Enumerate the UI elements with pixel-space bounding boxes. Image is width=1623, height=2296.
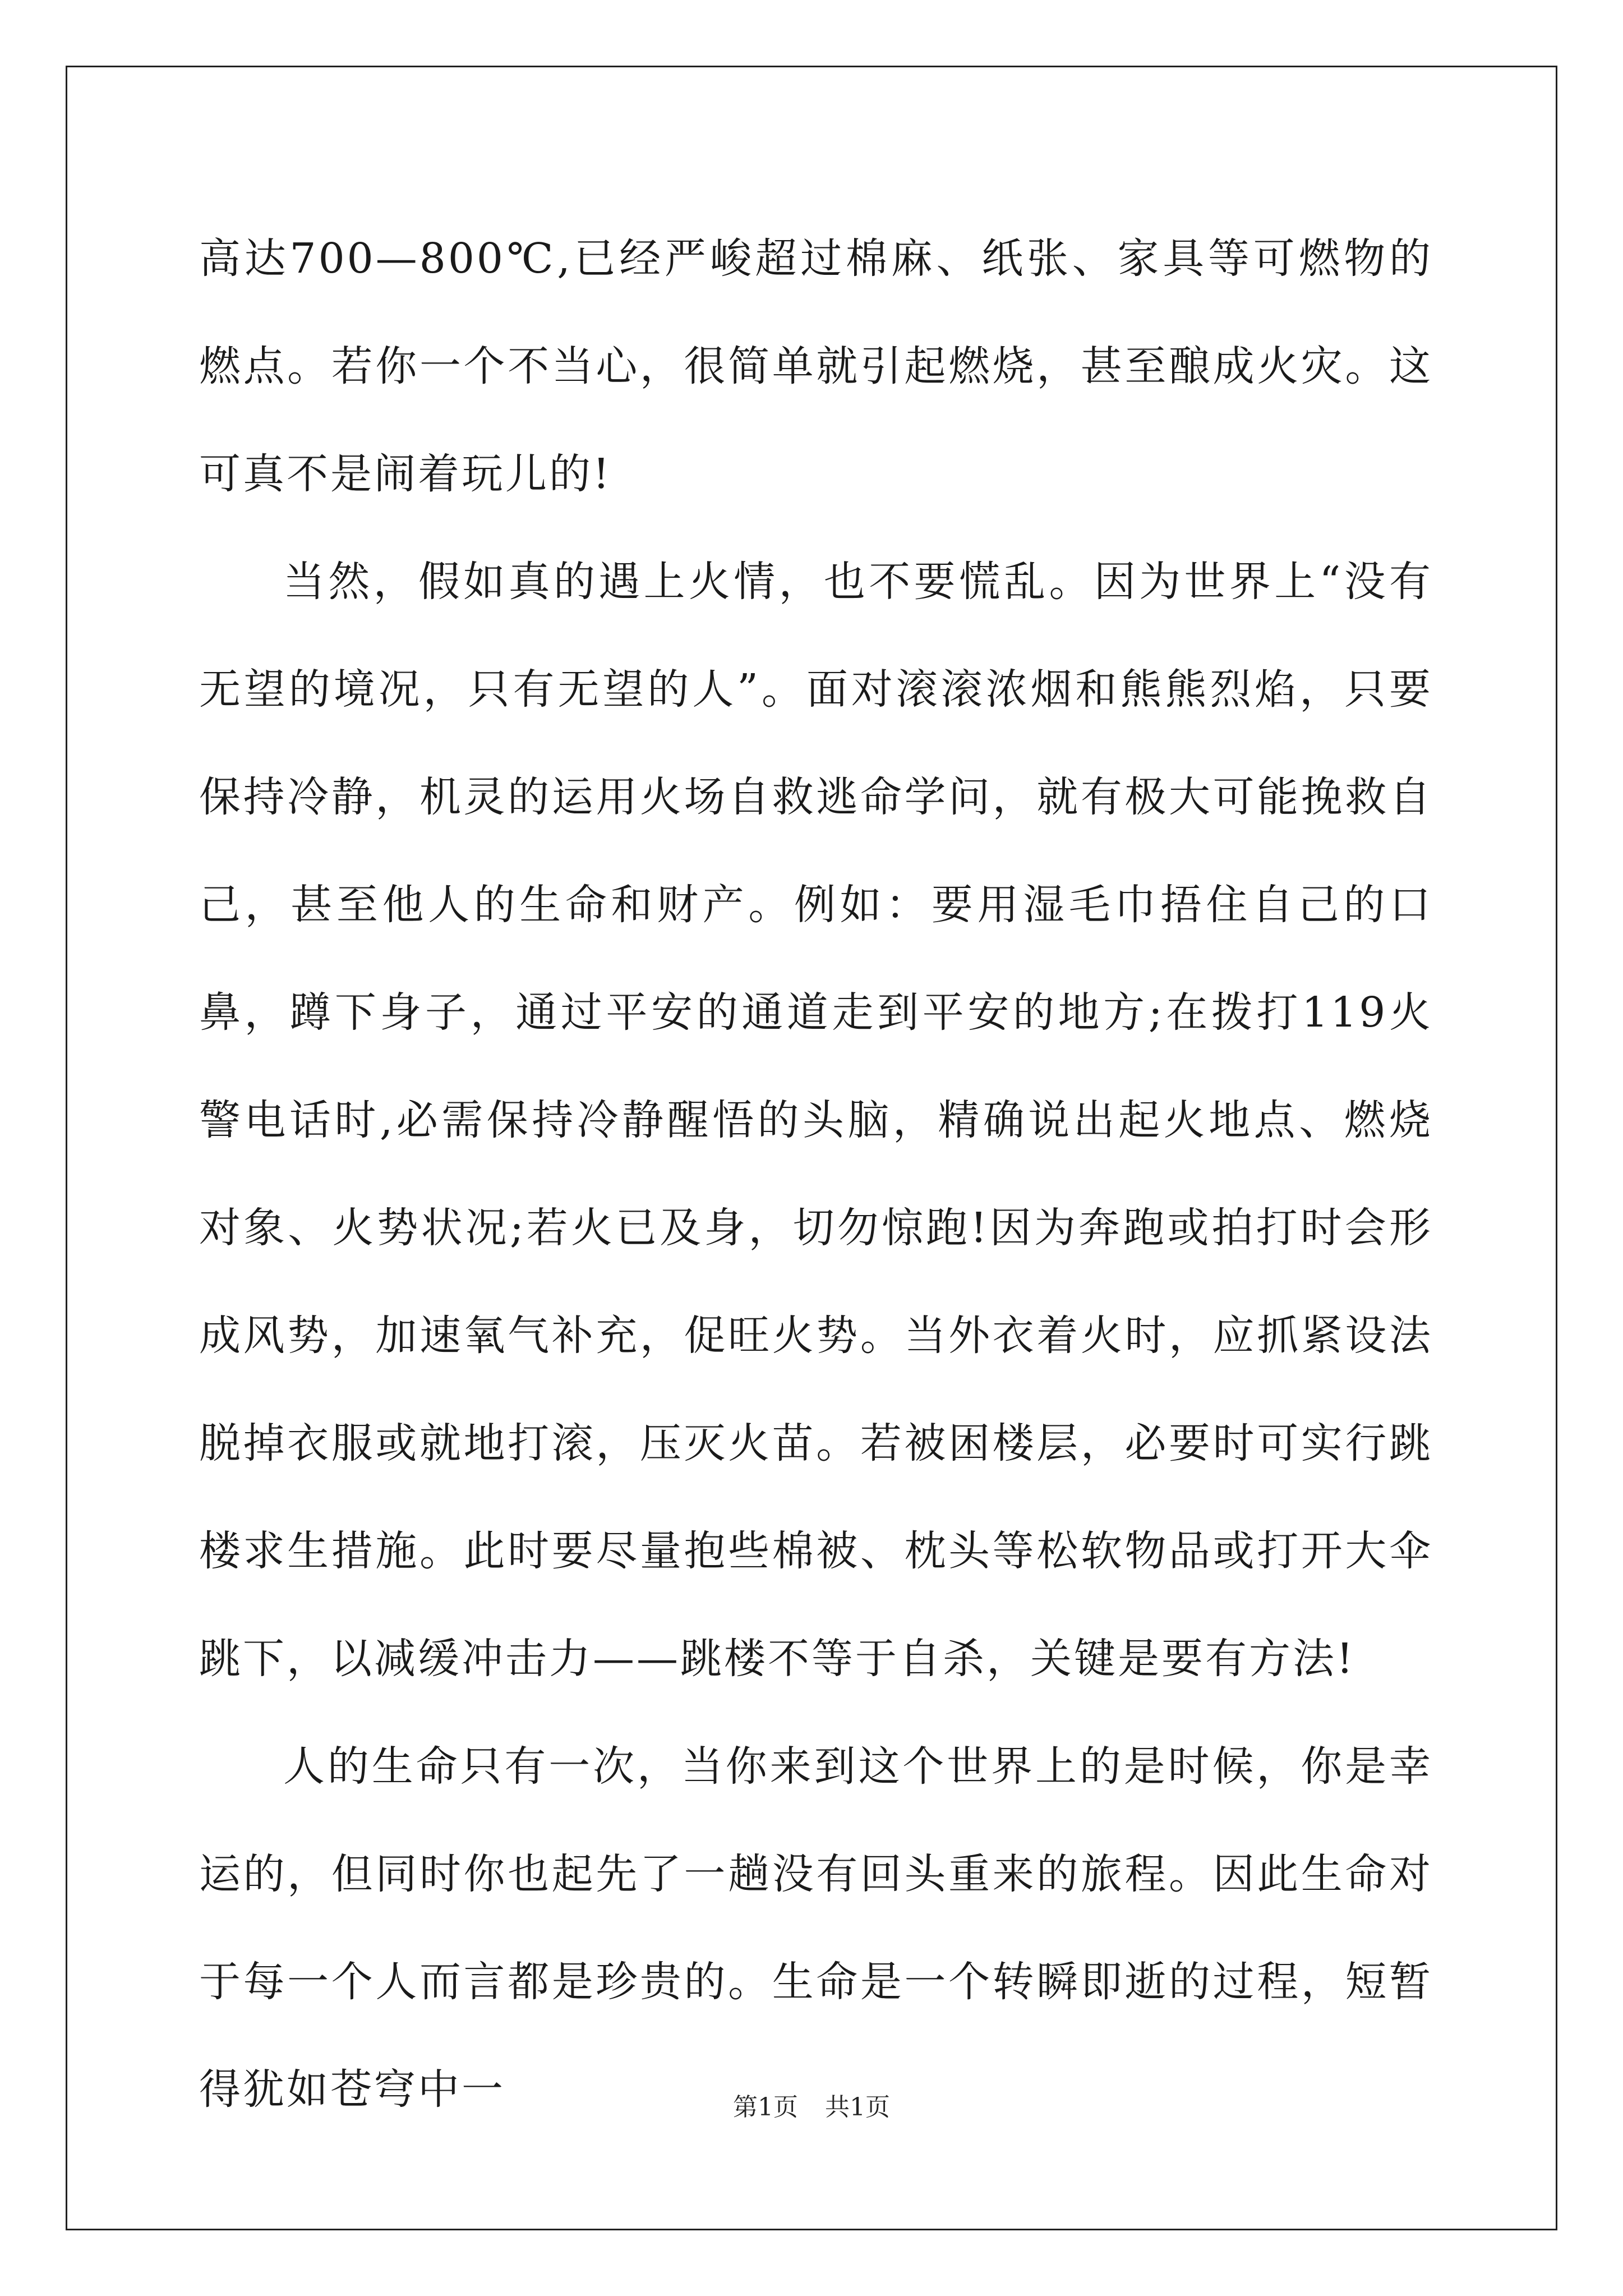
page-total: 共1页 — [825, 2093, 890, 2122]
paragraph-2: 当然，假如真的遇上火情，也不要慌乱。因为世界上“没有无望的境况，只有无望的人”。面对滚滚浓烟和熊熊烈焰，只要保持冷静，机灵的运用火场自救逃命学问，就有极大可能挽救自己，甚至他人的生命和财产。例如：要用湿毛巾捂住自己的口鼻，蹲下身子，通过平安的通道走到平安的地方;在拨打119火警电话时,必需保持冷静醒悟的头脑，精确说出起火地点、燃烧对象、火势状况;若火已及身，切勿惊跑!因为奔跑或拍打时会形成风势，加速氧气补充，促旺火势。当外衣着火时，应抓紧设法脱掉衣服或就地打滚，压灭火苗。若被困楼层，必要时可实行跳楼求生措施。此时要尽量抱些棉被、枕头等松软物品或打开大伞跳下，以减缓冲击力——跳楼不等于自杀，关键是要有方法! — [199, 558, 1433, 1683]
page-number: 第1页 — [733, 2093, 798, 2122]
document-body — [199, 205, 1433, 2143]
paragraph-1: 高达700—800℃,已经严峻超过棉麻、纸张、家具等可燃物的燃点。若你一个不当心，很简单就引起燃烧，甚至酿成火灾。这可真不是闹着玩儿的! — [199, 234, 1433, 498]
paragraph-3: 人的生命只有一次，当你来到这个世界上的是时候，你是幸运的，但同时你也起先了一趟没有回头重来的旅程。因此生命对于每一个人而言都是珍贵的。生命是一个转瞬即逝的过程，短暂得犹如苍穹中一 — [199, 1742, 1433, 2114]
page-footer — [0, 2087, 1623, 2123]
